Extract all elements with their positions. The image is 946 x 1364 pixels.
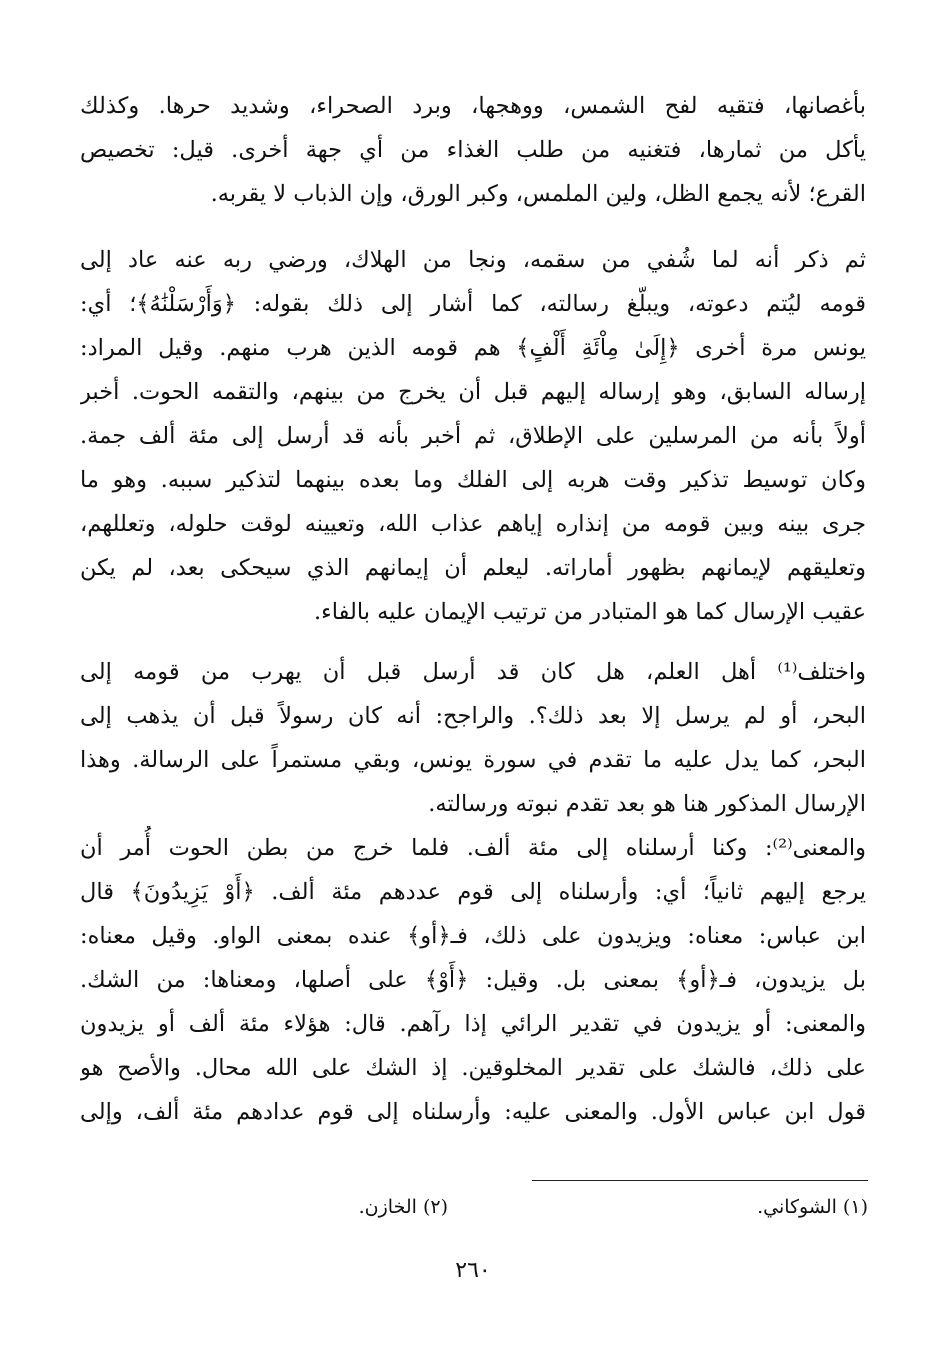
paragraph-1 [80,84,866,216]
text-line: يونس مرة أخرى ﴿إِلَىٰ مِاْئَةِ أَلْفٍ﴾ هم قومه الذين هرب منهم. وقيل المراد: [80,335,866,361]
text-line: إرساله السابق، وهو إرساله إليهم قبل أن يخرج من بينهم، والتقمه الحوت. أخبر [80,379,866,405]
text-line: عقيب الإرسال كما هو المتبادر من ترتيب الإيمان عليه بالفاء. [314,599,866,625]
text-line: والمعنى⁽²⁾: وكنا أرسلناه إلى مئة ألف. فلما خرج من بطن الحوت أُمر أن [80,835,866,861]
footnote-divider [532,1180,868,1181]
text-line: والمعنى: أو يزيدون في تقدير الرائي إذا رآهم. قال: هؤلاء مئة ألف أو يزيدون [80,1011,866,1037]
page-number: ٢٦٠ [455,1258,491,1283]
paragraph-3 [80,650,866,826]
text-line: القرع؛ لأنه يجمع الظل، ولين الملمس، وكبر الورق، وإن الذباب لا يقربه. [210,181,866,207]
paragraph-4 [80,826,866,1134]
text-line: واختلف⁽¹⁾ أهل العلم، هل كان قد أرسل قبل أن يهرب من قومه إلى [80,659,866,685]
text-line: قومه ليُتم دعوته، ويبلّغ رسالته، كما أشار إلى ذلك بقوله: ﴿وَأَرْسَلْنَٰهُ﴾؛ أي: [80,291,866,317]
text-line: وكان توسيط تذكير وقت هربه إلى الفلك وما بعده بينهما لتذكير سببه. وهو ما [80,467,866,493]
text-line: جرى بينه وبين قومه من إنذاره إياهم عذاب الله، وتعيينه لوقت حلوله، وتعللهم، [80,511,866,537]
text-line: ابن عباس: معناه: ويزيدون على ذلك، فـ﴿أو﴾ عنده بمعنى الواو. وقيل معناه: [80,923,866,949]
text-line: يأكل من ثمارها، فتغنيه من طلب الغذاء من أي جهة أخرى. قيل: تخصيص [80,137,866,163]
text-line: قول ابن عباس الأول. والمعنى عليه: وأرسلناه إلى قوم عدادهم مئة ألف، وإلى [80,1099,866,1125]
text-line: البحر، كما يدل عليه ما تقدم في سورة يونس، وبقي مستمراً على الرسالة. وهذا [80,747,866,773]
text-line: بأغصانها، فتقيه لفح الشمس، ووهجها، وبرد الصحراء، وشديد حرها. وكذلك [80,93,866,119]
paragraph-2 [80,238,866,634]
text-line: ثم ذكر أنه لما شُفي من سقمه، ونجا من الهلاك، ورضي ربه عنه عاد إلى [80,247,866,273]
footnote-1: (١) الشوكاني. [757,1196,868,1218]
footnote-2: (٢) الخازن. [358,1196,448,1218]
text-line: بل يزيدون، فـ﴿أو﴾ بمعنى بل. وقيل: ﴿أَوْ﴾ على أصلها، ومعناها: من الشك. [80,967,866,993]
text-line: وتعليقهم لإيمانهم بظهور أماراته. ليعلم أن إيمانهم الذي سيحكى بعد، لم يكن [80,555,866,581]
text-line: يرجع إليهم ثانياً؛ أي: وأرسلناه إلى قوم عددهم مئة ألف. ﴿أَوْ يَزِيدُونَ﴾ قال [80,879,866,905]
text-line: البحر، أو لم يرسل إلا بعد ذلك؟. والراجح: أنه كان رسولاً قبل أن يذهب إلى [80,703,866,729]
text-line: الإرسال المذكور هنا هو بعد تقدم نبوته ورسالته. [428,791,866,817]
text-line: على ذلك، فالشك على تقدير المخلوقين. إذ الشك على الله محال. والأصح هو [80,1055,866,1081]
text-line: أولاً بأنه من المرسلين على الإطلاق، ثم أخبر بأنه قد أرسل إلى مئة ألف جمة. [80,423,866,449]
